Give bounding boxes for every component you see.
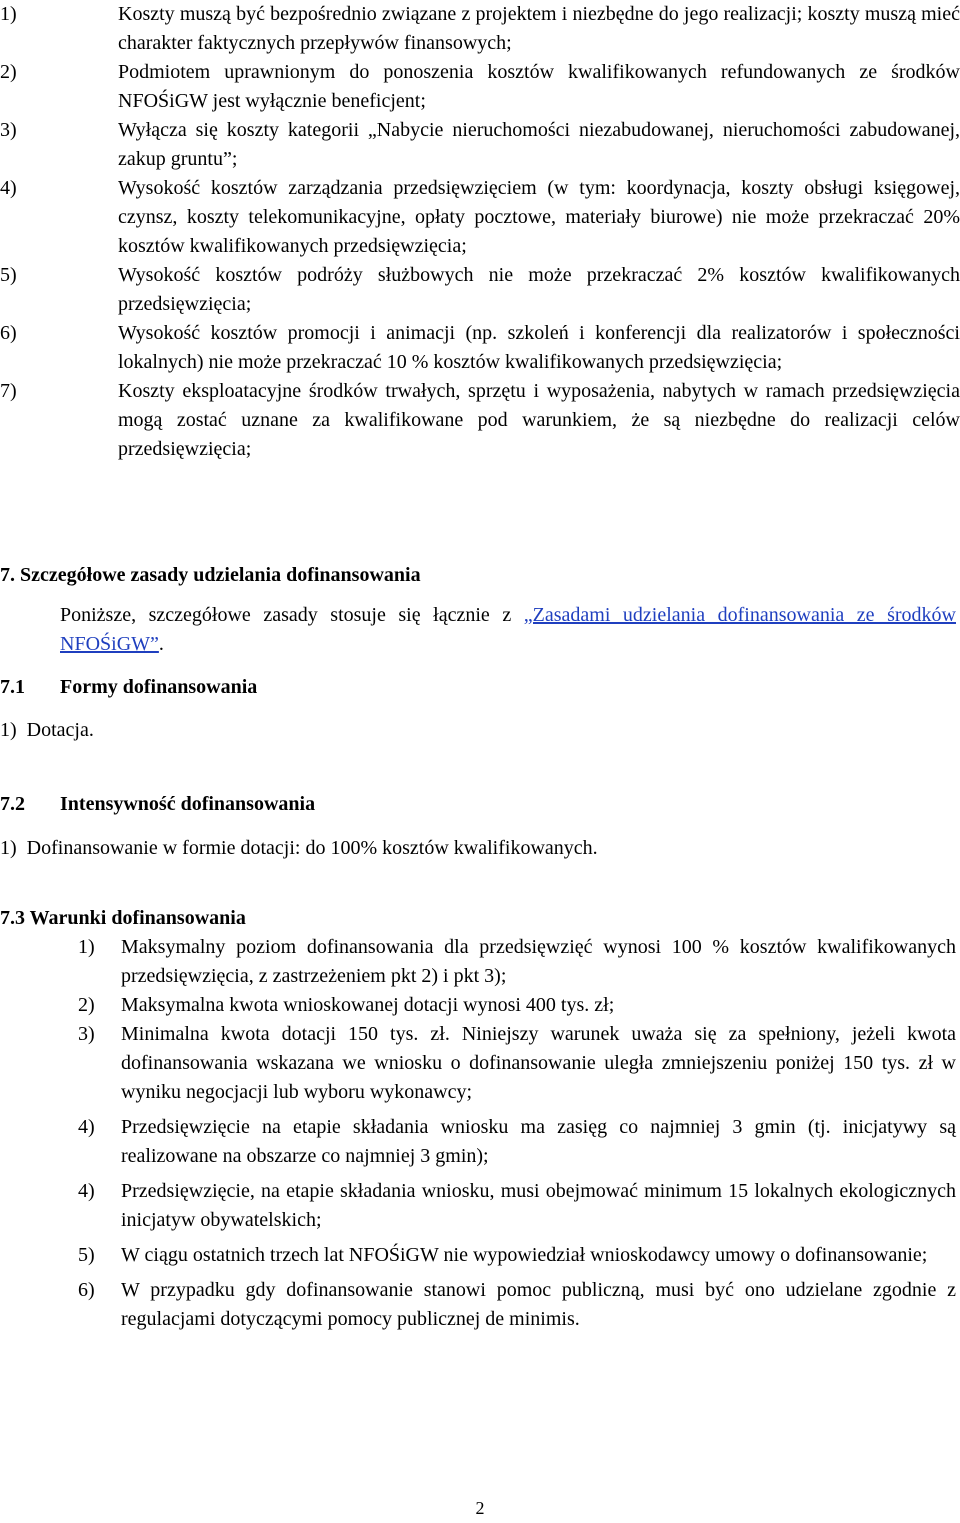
list-item-text: Koszty eksploatacyjne środków trwałych, sprzętu i wyposażenia, nabytych w ramach przedsięwzięcia mogą zostać uznane za kwalifikowane pod warunkiem, że są niezbędne do realizacji celów przedsięwzięcia; xyxy=(118,380,960,460)
list-item xyxy=(0,0,960,58)
list-item-text: Wysokość kosztów promocji i animacji (np. szkoleń i konferencji dla realizatorów i społeczności lokalnych) nie może przekraczać 10 % kosztów kwalifikowanych przedsięwzięcia; xyxy=(118,322,960,373)
list-item xyxy=(0,261,960,319)
list-item-text: Maksymalna kwota wnioskowanej dotacji wynosi 400 tys. zł; xyxy=(121,994,615,1016)
list-item xyxy=(78,1020,956,1107)
list-item-number: 7) xyxy=(0,380,17,402)
list-item-text: W ciągu ostatnich trzech lat NFOŚiGW nie wypowiedział wnioskodawcy umowy o dofinansowanie; xyxy=(121,1244,928,1266)
section-7-1-item: 1) Dotacja. xyxy=(0,719,94,741)
list-item xyxy=(0,116,960,174)
intro-text: Poniższe, szczegółowe zasady stosuje się łącznie z xyxy=(60,604,524,626)
section-title: Formy dofinansowania xyxy=(60,676,258,698)
list-item xyxy=(78,991,956,1020)
list-item-number: 2) xyxy=(0,61,17,83)
funding-conditions-list xyxy=(78,933,956,1334)
section-number: 7.1 xyxy=(0,676,25,698)
list-item-number: 4) xyxy=(0,177,17,199)
section-7-2-heading xyxy=(0,790,315,819)
list-item xyxy=(78,933,956,991)
list-item-text: Wysokość kosztów podróży służbowych nie może przekraczać 2% kosztów kwalifikowanych przedsięwzięcia; xyxy=(118,264,960,315)
list-item-number: 4) xyxy=(78,1116,95,1138)
list-item xyxy=(0,58,960,116)
list-item-number: 6) xyxy=(78,1279,95,1301)
list-item xyxy=(78,1276,956,1334)
section-7-heading: 7. Szczegółowe zasady udzielania dofinansowania xyxy=(0,564,421,586)
list-item-text: Minimalna kwota dotacji 150 tys. zł. Niniejszy warunek uważa się za spełniony, jeżeli kwota dofinansowania wskazana we wniosku o dofinansowanie uległa zmniejszeniu poniżej 150 tys. zł w wyniku negocjacji lub wyboru wykonawcy; xyxy=(121,1023,956,1103)
list-item-text: Przedsięwzięcie na etapie składania wniosku ma zasięg co najmniej 3 gmin (tj. inicjatywy są realizowane na obszarze co najmniej 3 gmin); xyxy=(121,1116,956,1167)
section-7-2-item: 1) Dofinansowanie w formie dotacji: do 100% kosztów kwalifikowanych. xyxy=(0,837,598,859)
intro-end: . xyxy=(158,633,164,655)
list-item-text: Koszty muszą być bezpośrednio związane z projektem i niezbędne do jego realizacji; koszty muszą mieć charakter faktycznych przepływów finansowych; xyxy=(118,3,960,54)
section-7-intro xyxy=(60,601,956,659)
list-item-text: Podmiotem uprawnionym do ponoszenia kosztów kwalifikowanych refundowanych ze środków NFOŚiGW jest wyłącznie beneficjent; xyxy=(118,61,960,112)
list-item xyxy=(0,174,960,261)
list-item xyxy=(78,1241,956,1270)
section-7-3-heading: 7.3 Warunki dofinansowania xyxy=(0,907,246,929)
list-item-text: Przedsięwzięcie, na etapie składania wniosku, musi obejmować minimum 15 lokalnych ekologicznych inicjatyw obywatelskich; xyxy=(121,1180,956,1231)
rules-link[interactable]: „Zasadami udzielania dofinansowania ze środków NFOŚiGW” xyxy=(60,604,956,655)
section-title: Intensywność dofinansowania xyxy=(60,793,316,815)
list-item-number: 4) xyxy=(78,1180,95,1202)
page-number: 2 xyxy=(475,1498,485,1518)
list-item-text: Maksymalny poziom dofinansowania dla przedsięwzięć wynosi 100 % kosztów kwalifikowanych przedsięwzięcia, z zastrzeżeniem pkt 2) i pkt 3); xyxy=(121,936,956,987)
list-item-number: 6) xyxy=(0,322,17,344)
list-item-number: 2) xyxy=(78,994,95,1016)
list-item-number: 5) xyxy=(0,264,17,286)
list-item xyxy=(0,377,960,464)
list-item xyxy=(0,319,960,377)
list-item-number: 3) xyxy=(0,119,17,141)
list-item-text: Wysokość kosztów zarządzania przedsięwzięciem (w tym: koordynacja, koszty obsługi księgowej, czynsz, koszty telekomunikacyjne, opłaty pocztowe, materiały biurowe) nie może przekraczać 20% kosztów kwalifikowanych przedsięwzięcia; xyxy=(118,177,960,257)
section-number: 7.2 xyxy=(0,793,25,815)
section-7-1-heading xyxy=(0,673,257,702)
list-item-text: W przypadku gdy dofinansowanie stanowi pomoc publiczną, musi być ono udzielane zgodnie z regulacjami dotyczącymi pomocy publicznej de minimis. xyxy=(121,1279,956,1330)
list-item xyxy=(78,1177,956,1235)
list-item-number: 1) xyxy=(78,936,95,958)
list-item-number: 3) xyxy=(78,1023,95,1045)
list-item-number: 1) xyxy=(0,3,17,25)
cost-rules-list xyxy=(0,0,960,464)
list-item-text: Wyłącza się koszty kategorii „Nabycie nieruchomości niezabudowanej, nieruchomości zabudowanej, zakup gruntu”; xyxy=(118,119,960,170)
list-item xyxy=(78,1113,956,1171)
list-item-number: 5) xyxy=(78,1244,95,1266)
